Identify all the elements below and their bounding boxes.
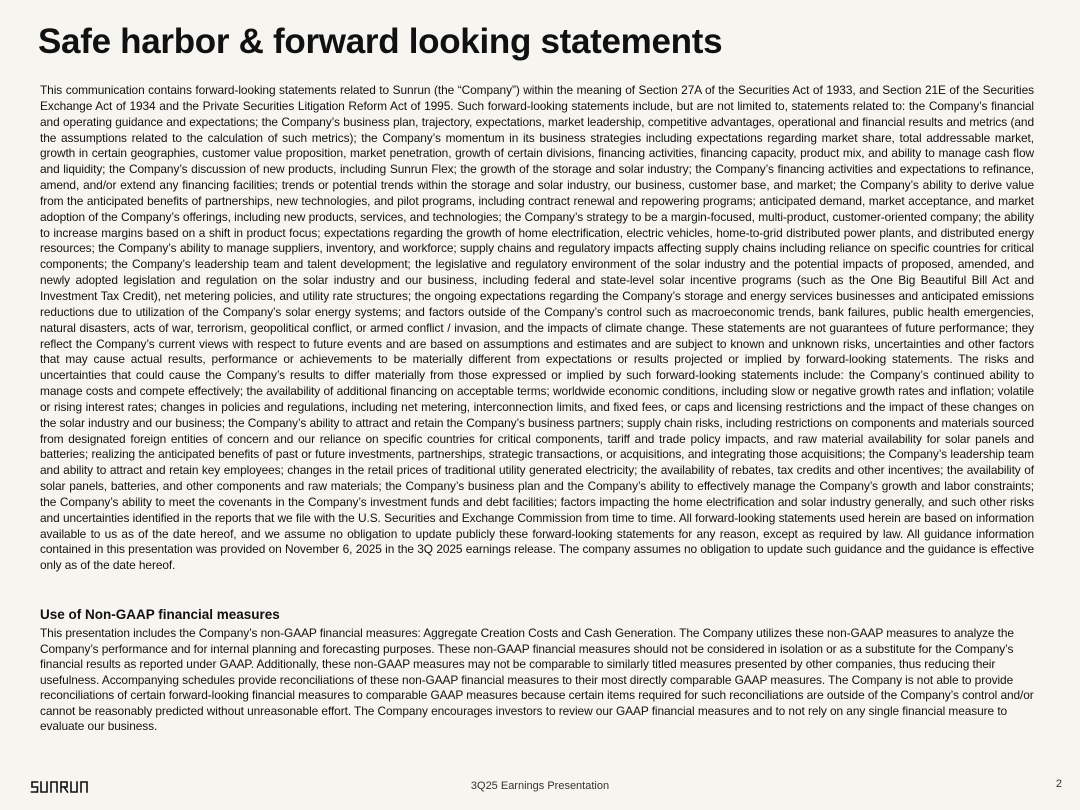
non-gaap-paragraph: This presentation includes the Company’s non-GAAP financial measures: Aggregate Creation Costs and Cash Generation. The Company utilizes these non-GAAP measures to analyze the Company’s performance and for internal planning and forecasting purposes. These non-GAAP financial measures should not be considered in isolation or as a substitute for the Company’s financial results as reported under GAAP. Additionally, these non-GAAP measures may not be comparable to similarly titled measures presented by other companies, thus reducing their usefulness. Accompanying schedules provide reconciliations of these non-GAAP financial measures to their most directly comparable GAAP measures. The Company is not able to provide reconciliations of certain forward-looking financial measures to comparable GAAP measures because certain items required for such reconciliations are outside of the Company’s control and/or cannot be reasonably predicted without unreasonable effort. The Company encourages investors to review our GAAP financial measures and to not rely on any single financial measure to evaluate our business. (40, 626, 1034, 733)
page-number: 2 (1055, 778, 1062, 790)
page-title: Safe harbor & forward looking statements (38, 22, 723, 61)
presentation-name: 3Q25 Earnings Presentation (470, 780, 610, 792)
safe-harbor-paragraph: This communication contains forward-looking statements related to Sunrun (the “Company”) within the meaning of Section 27A of the Securities Act of 1933, and Section 21E of the Securities Exchange Act of 1934 and the Private Securities Litigation Reform Act of 1995. Such forward-looking statements include, but are not limited to, statements related to: the Company’s financial and operating guidance and expectations; the Company’s business plan, trajectory, expectations, market leadership, competitive advantages, operational and financial results and metrics (and the assumptions related to the calculation of such metrics); the Company’s momentum in its business strategies including expectations regarding market share, total addressable market, growth in certain geographies, customer value proposition, market penetration, growth of certain divisions, financing activities, financing capacity, product mix, and ability to manage cash flow and liquidity; the Company’s discussion of new products, including Sunrun Flex; the growth of the storage and solar industry; the Company’s financing activities and expectations to refinance, amend, and/or extend any financing facilities; trends or potential trends within the storage and solar industry, our business, customer base, and market; the Company’s ability to derive value from the anticipated benefits of partnerships, new technologies, and pilot programs, including contract renewal and repowering programs; anticipated demand, market acceptance, and market adoption of the Company’s offerings, including new products, services, and technologies; the Company’s strategy to be a margin-focused, multi-product, customer-oriented company; the ability to increase margins based on a shift in product focus; expectations regarding the growth of home electrification, electric vehicles, home-to-grid distributed power plants, and distributed energy resources; the Company’s ability to manage suppliers, inventory, and workforce; supply chains and regulatory impacts affecting supply chains including reliance on specific countries for critical components; the Company’s leadership team and talent development; the legislative and regulatory environment of the solar industry and the potential impacts of proposed, amended, and newly adopted legislation and regulation on the solar industry and our business, including federal and state-level solar incentive programs (such as the One Big Beautiful Bill Act and Investment Tax Credit), net metering policies, and utility rate structures; the ongoing expectations regarding the Company’s storage and energy services businesses and anticipated emissions reductions due to utilization of the Company’s solar energy systems; and factors outside of the Company’s control such as macroeconomic trends, bank failures, public health emergencies, natural disasters, acts of war, terrorism, geopolitical conflict, or armed conflict / invasion, and the impacts of climate change. These statements are not guarantees of future performance; they reflect the Company’s current views with respect to future events and are based on assumptions and estimates and are subject to known and unknown risks, uncertainties and other factors that may cause actual results, performance or achievements to be materially different from expectations or results projected or implied by forward-looking statements. The risks and uncertainties that could cause the Company’s results to differ materially from those expressed or implied by such forward-looking statements include: the Company’s continued ability to manage costs and compete effectively; the availability of additional financing on acceptable terms; worldwide economic conditions, including slow or negative growth rates and inflation; volatile or rising interest rates; changes in policies and regulations, including net metering, interconnection limits, and fixed fees, or caps and licensing restrictions and the impact of these changes on the solar industry and our business; the Company’s ability to attract and retain the Company’s business partners; supply chain risks, including restrictions on components and materials sourced from designated foreign entities of concern and our reliance on specific countries for critical components, tariff and trade policy impacts, and raw material availability for solar panels and batteries; realizing the anticipated benefits of past or future investments, partnerships, strategic transactions, or acquisitions, and integrating those acquisitions; the Company’s leadership team and ability to attract and retain key employees; changes in the retail prices of traditional utility generated electricity; the availability of rebates, tax credits and other incentives; the availability of solar panels, batteries, and other components and raw materials; the Company’s business plan and the Company’s ability to effectively manage the Company’s growth and labor constraints; the Company’s ability to meet the covenants in the Company’s investment funds and debt facilities; factors impacting the home electrification and solar industry generally, and such other risks and uncertainties identified in the reports that we file with the U.S. Securities and Exchange Commission from time to time. All forward-looking statements used herein are based on information available to us as of the date hereof, and we assume no obligation to update publicly these forward-looking statements for any reason, except as required by law. All guidance information contained in this presentation was provided on November 6, 2025 in the 3Q 2025 earnings release. The company assumes no obligation to update such guidance and the guidance is effective only as of the date hereof. (40, 83, 1034, 573)
non-gaap-heading: Use of Non-GAAP financial measures (40, 607, 280, 622)
